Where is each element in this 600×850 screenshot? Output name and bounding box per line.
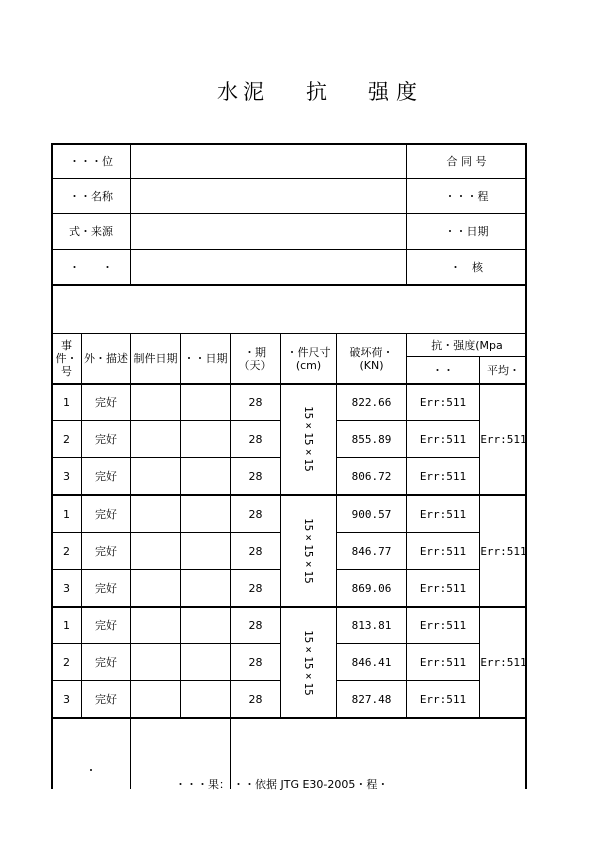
source-label: 式・来源 <box>69 225 113 238</box>
row-no: 3 <box>63 581 70 595</box>
col-header-appearance: 外・描述 <box>84 352 128 365</box>
row-no: 1 <box>63 507 70 521</box>
row-load: 900.57 <box>351 507 392 521</box>
row-age: 28 <box>248 544 263 558</box>
row-appearance: 完好 <box>95 619 117 632</box>
row-no: 3 <box>63 692 70 706</box>
source-value[interactable] <box>131 214 406 249</box>
row-strength: Err:511 <box>419 395 467 409</box>
col-header-avg: 平均・ <box>487 363 520 377</box>
row-age: 28 <box>248 432 263 446</box>
row-no: 3 <box>63 469 70 483</box>
row-load: 869.06 <box>351 581 392 595</box>
row-appearance: 完好 <box>95 507 117 521</box>
name-value[interactable] <box>131 179 406 213</box>
row-strength: Err:511 <box>419 655 467 669</box>
row-age: 28 <box>248 619 263 632</box>
row-load: 813.81 <box>351 619 392 632</box>
title-char: 强 <box>368 80 389 104</box>
row-no: 1 <box>63 395 70 409</box>
grid-line <box>180 333 181 717</box>
row-strength: Err:511 <box>419 692 467 706</box>
avg-strength: Err:511 <box>480 656 527 669</box>
row-strength: Err:511 <box>419 432 467 446</box>
name-label: ・・名称 <box>69 189 113 203</box>
row-age: 28 <box>248 581 263 595</box>
col-header-no: 事件・号 <box>55 339 78 378</box>
specimen-size: 15×15×15 <box>302 406 315 472</box>
row-strength: Err:511 <box>419 619 467 632</box>
row-load: 846.77 <box>351 544 392 558</box>
row-load: 846.41 <box>351 655 392 669</box>
col-header-size: ・件尺寸(cm) <box>286 345 331 372</box>
avg-strength: Err:511 <box>480 432 527 446</box>
row-age: 28 <box>248 507 263 521</box>
row-strength: Err:511 <box>419 544 467 558</box>
col-header-strength: 抗・强度(Mpa <box>431 338 503 352</box>
row-no: 1 <box>63 619 70 632</box>
title-char: 水 <box>217 80 238 104</box>
row-appearance: 完好 <box>95 395 117 409</box>
row-load: 827.48 <box>351 692 392 706</box>
result-text: ・・依据 JTG E30-2005・程・ <box>233 777 389 791</box>
row-appearance: 完好 <box>95 544 117 558</box>
row-load: 806.72 <box>351 469 392 483</box>
row-no: 2 <box>63 544 70 558</box>
row-age: 28 <box>248 692 263 706</box>
row-no: 2 <box>63 655 70 669</box>
row-appearance: 完好 <box>95 692 117 706</box>
row-age: 28 <box>248 395 263 409</box>
title-char: 泥 <box>243 80 264 104</box>
avg-strength: Err:511 <box>480 544 527 558</box>
row-age: 28 <box>248 469 263 483</box>
row-strength: Err:511 <box>419 581 467 595</box>
row-load: 822.66 <box>351 395 392 409</box>
unit-value[interactable] <box>131 144 406 178</box>
title-char: 抗 <box>306 80 327 104</box>
footer-dot: ・ <box>85 763 97 777</box>
col-header-make-date: 制件日期 <box>133 352 178 365</box>
col-header-test-date: ・・日期 <box>183 352 228 365</box>
misc-label: ・ ・ <box>69 260 113 274</box>
specimen-size: 15×15×15 <box>302 629 315 696</box>
grid-line <box>130 333 131 789</box>
unit-label: ・・・位 <box>69 154 113 168</box>
row-load: 855.89 <box>351 432 392 446</box>
row-age: 28 <box>248 655 263 669</box>
col-header-load: 破坏荷・(KN) <box>349 345 394 372</box>
specimen-size: 15×15×15 <box>302 518 315 584</box>
col-header-age: ・期（天） <box>238 345 272 372</box>
misc-value[interactable] <box>131 250 406 284</box>
contract-no-label: 合 同 号 <box>446 154 487 168</box>
row-no: 2 <box>63 432 70 446</box>
result-label: ・・・果： <box>175 777 230 791</box>
grid-line <box>51 284 527 286</box>
grid-line <box>51 717 527 719</box>
row-appearance: 完好 <box>95 581 117 595</box>
row-appearance: 完好 <box>95 469 117 483</box>
row-appearance: 完好 <box>95 432 117 446</box>
project-label: ・・・程 <box>444 189 489 203</box>
date-label: ・・日期 <box>444 225 489 238</box>
row-appearance: 完好 <box>95 655 117 669</box>
title-char: 度 <box>396 80 417 104</box>
row-strength: Err:511 <box>419 507 467 521</box>
row-strength: Err:511 <box>419 469 467 483</box>
review-label: ・ 核 <box>450 260 483 274</box>
col-header-single: ・・ <box>432 363 454 377</box>
